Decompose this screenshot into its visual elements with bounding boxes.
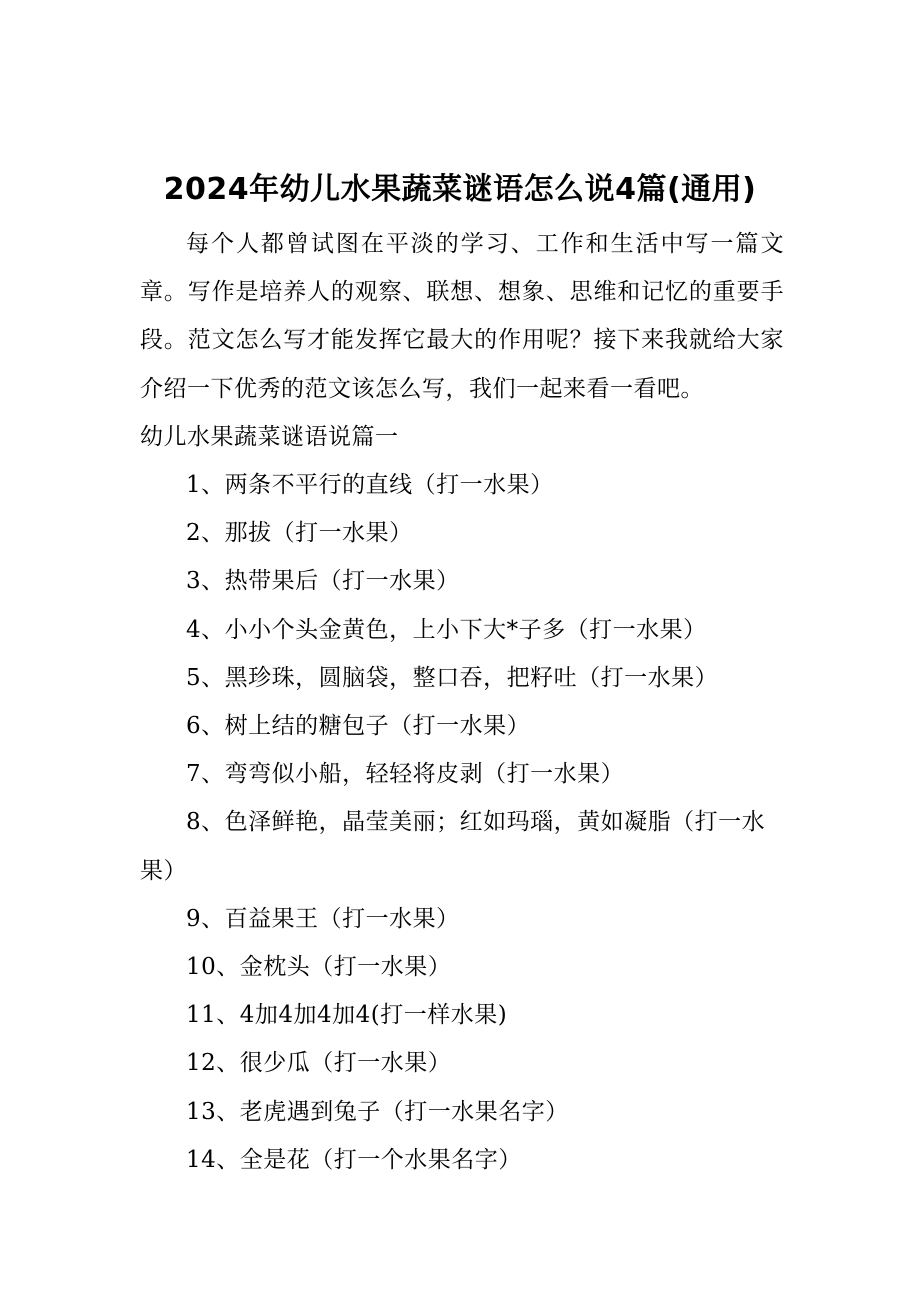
section-heading: 幼儿水果蔬菜谜语说篇一 xyxy=(140,423,399,450)
riddle-item: 12、很少瓜（打一水果） xyxy=(186,1050,452,1077)
riddle-item: 13、老虎遇到兔子（打一水果名字） xyxy=(186,1098,569,1125)
riddle-list xyxy=(140,461,784,1184)
document-body xyxy=(140,220,784,1184)
document-title: 2024年幼儿水果蔬菜谜语怎么说4篇(通用) xyxy=(163,172,757,208)
riddle-item: 1、两条不平行的直线（打一水果） xyxy=(186,472,554,499)
riddle-item: 6、树上结的糖包子（打一水果） xyxy=(186,713,531,740)
riddle-item: 9、百益果王（打一水果） xyxy=(186,905,460,932)
riddle-item: 10、金枕头（打一水果） xyxy=(186,954,452,981)
riddle-item: 3、热带果后（打一水果） xyxy=(186,568,460,595)
riddle-item: 7、弯弯似小船，轻轻将皮剥（打一水果） xyxy=(186,761,625,788)
intro-paragraph: 每个人都曾试图在平淡的学习、工作和生活中写一篇文章。写作是培养人的观察、联想、想象、思维和记忆的重要手段。范文怎么写才能发挥它最大的作用呢？接下来我就给大家介绍一下优秀的范文该怎么写，我们一起来看一看吧。 xyxy=(140,231,784,402)
riddle-item: 5、黑珍珠，圆脑袋，整口吞，把籽吐（打一水果） xyxy=(186,664,719,691)
riddle-item: 8、色泽鲜艳，晶莹美丽；红如玛瑙，黄如凝脂（打一水果） xyxy=(140,809,766,884)
riddle-item: 11、4加4加4加4(打一样水果) xyxy=(186,1002,508,1029)
riddle-item: 4、小小个头金黄色，上小下大*子多（打一水果） xyxy=(186,616,707,643)
riddle-item: 2、那拔（打一水果） xyxy=(186,520,413,547)
riddle-item: 14、全是花（打一个水果名字） xyxy=(186,1146,522,1173)
